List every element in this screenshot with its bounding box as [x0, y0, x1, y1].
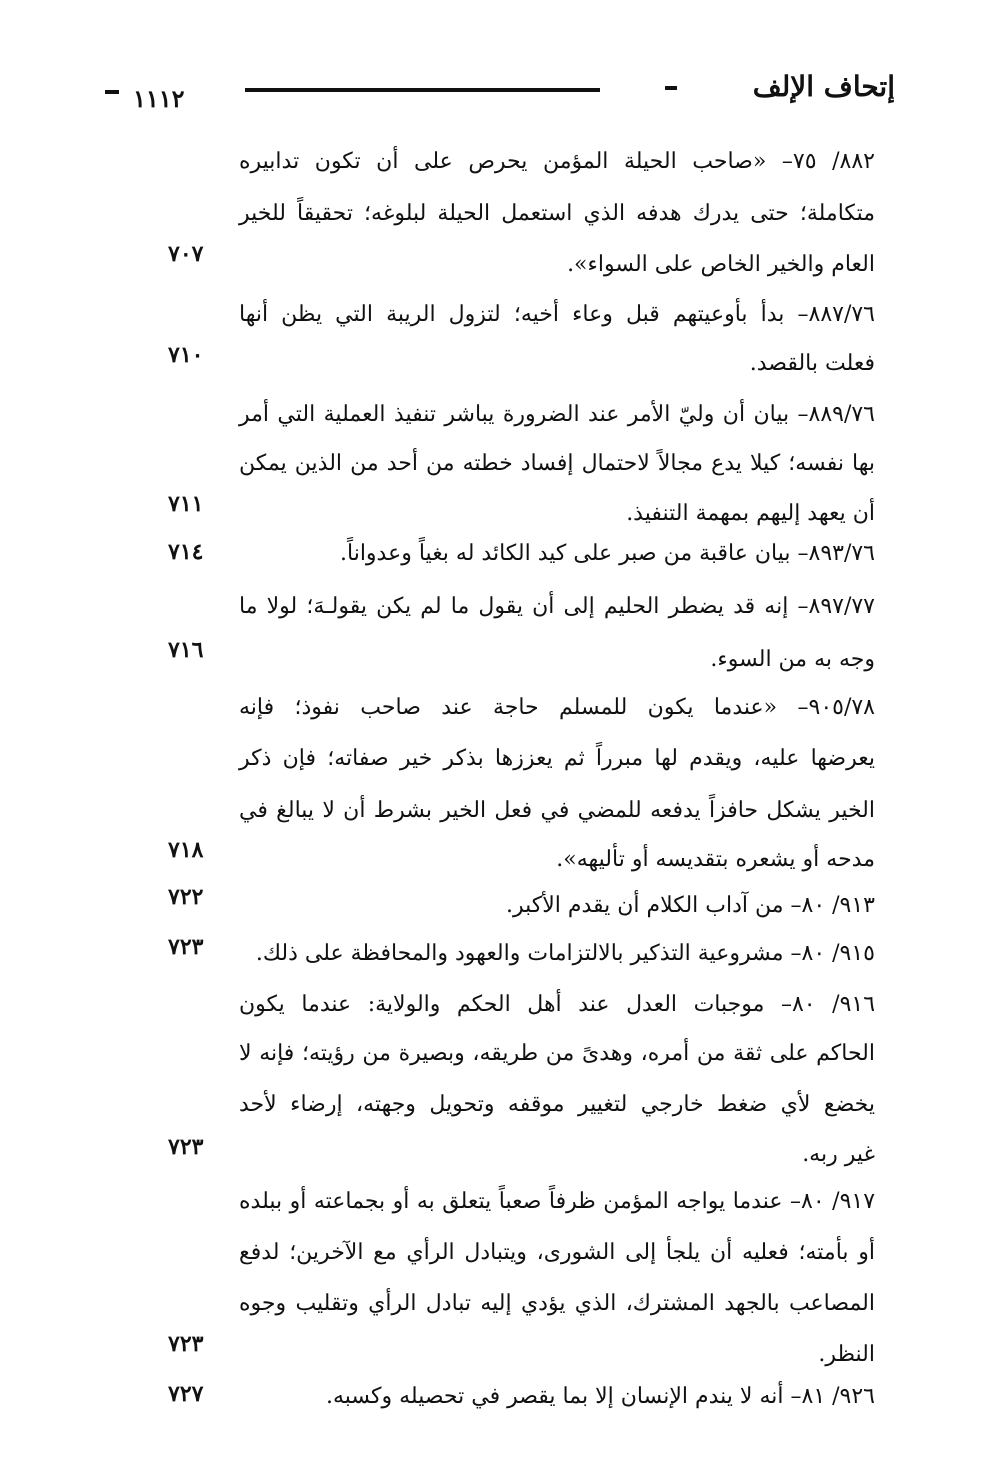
- page-reference: ٧١٠: [168, 342, 204, 368]
- entry-line: يعرضها عليه، ويقدم لها مبرراً ثم يعززها بذكر خير صفاته؛ فإن ذكر: [239, 746, 875, 771]
- header-rule-main: [245, 88, 600, 92]
- page-reference: ٧٢٣: [168, 934, 204, 960]
- entry-line: متكاملة؛ حتى يدرك هدفه الذي استعمل الحيلة لبلوغه؛ تحقيقاً للخير: [239, 201, 875, 226]
- entry-line: أن يعهد إليهم بمهمة التنفيذ.: [626, 501, 875, 526]
- entry-line: الخير يشكل حافزاً يدفعه للمضي في فعل الخير بشرط أن لا يبالغ في: [239, 798, 875, 823]
- entry-line: النظر.: [818, 1342, 875, 1367]
- entry-line: الحاكم على ثقة من أمره، وهدىً من طريقه، وبصيرة من رؤيته؛ فإنه لا: [239, 1041, 875, 1066]
- entry-line: المصاعب بالجهد المشترك، الذي يؤدي إليه تبادل الرأي وتقليب وجوه: [239, 1291, 875, 1316]
- page-reference: ٧١٨: [168, 837, 204, 863]
- book-title: إتحاف الإلف: [752, 70, 895, 103]
- entry-line: ٩٠٥/٧٨– «عندما يكون للمسلم حاجة عند صاحب نفوذ؛ فإنه: [239, 695, 875, 720]
- page-reference: ٧٢٢: [168, 884, 204, 910]
- entry-line: أو بأمته؛ فعليه أن يلجأ إلى الشورى، ويتبادل الرأي مع الآخرين؛ لدفع: [239, 1240, 875, 1265]
- header-rule-left: [105, 90, 119, 94]
- page-reference: ٧٢٣: [168, 1134, 204, 1160]
- entry-line: ٩١٦/ ٨٠– موجبات العدل عند أهل الحكم والولاية: عندما يكون: [239, 992, 876, 1017]
- entry-line: غير ربه.: [802, 1142, 875, 1167]
- entry-line: فعلت بالقصد.: [749, 351, 875, 376]
- page-reference: ٧١٦: [168, 637, 204, 663]
- entry-line: ٨٨٧/٧٦– بدأ بأوعيتهم قبل وعاء أخيه؛ لتزول الريبة التي يظن أنها: [239, 302, 875, 327]
- page-reference: ٧٢٧: [168, 1381, 204, 1407]
- entry-line: مدحه أو يشعره بتقديسه أو تأليهه».: [556, 847, 875, 872]
- entry-line: وجه به من السوء.: [710, 647, 875, 672]
- page-number: ١١١٢: [133, 84, 185, 113]
- entry-line: ٨٩٧/٧٧– إنه قد يضطر الحليم إلى أن يقول ما لم يكن يقولـهَ؛ لولا ما: [239, 594, 875, 619]
- entry-line: العام والخير الخاص على السواء».: [567, 252, 875, 277]
- entry-line: يخضع لأي ضغط خارجي لتغيير موقفه وتحويل وجهته، إرضاء لأحد: [239, 1092, 875, 1117]
- entry-line: ٨٨٩/٧٦– بيان أن وليّ الأمر عند الضرورة يباشر تنفيذ العملية التي أمر: [239, 402, 875, 427]
- page-reference: ٧٢٣: [168, 1331, 204, 1357]
- entry-line: ٩١٣/ ٨٠– من آداب الكلام أن يقدم الأكبر.: [505, 893, 875, 918]
- entry-line: ٩١٥/ ٨٠– مشروعية التذكير بالالتزامات والعهود والمحافظة على ذلك.: [255, 941, 875, 966]
- header-rule-right: [665, 86, 677, 90]
- entry-line: ٩١٧/ ٨٠– عندما يواجه المؤمن ظرفاً صعباً يتعلق به أو بجماعته أو ببلده: [239, 1189, 876, 1214]
- entry-line: ٨٩٣/٧٦– بيان عاقبة من صبر على كيد الكائد له بغياً وعدواناً.: [340, 541, 875, 566]
- page-reference: ٧٠٧: [168, 241, 204, 267]
- page-reference: ٧١٤: [168, 539, 204, 565]
- entry-line: ٨٨٢/ ٧٥– «صاحب الحيلة المؤمن يحرص على أن تكون تدابيره: [239, 149, 875, 174]
- running-header: [105, 70, 895, 114]
- page-reference: ٧١١: [168, 491, 204, 517]
- entry-line: بها نفسه؛ كيلا يدع مجالاً لاحتمال إفساد خطته من أحد من الذين يمكن: [239, 451, 875, 476]
- entry-line: ٩٢٦/ ٨١– أنه لا يندم الإنسان إلا بما يقصر في تحصيله وكسبه.: [325, 1384, 875, 1409]
